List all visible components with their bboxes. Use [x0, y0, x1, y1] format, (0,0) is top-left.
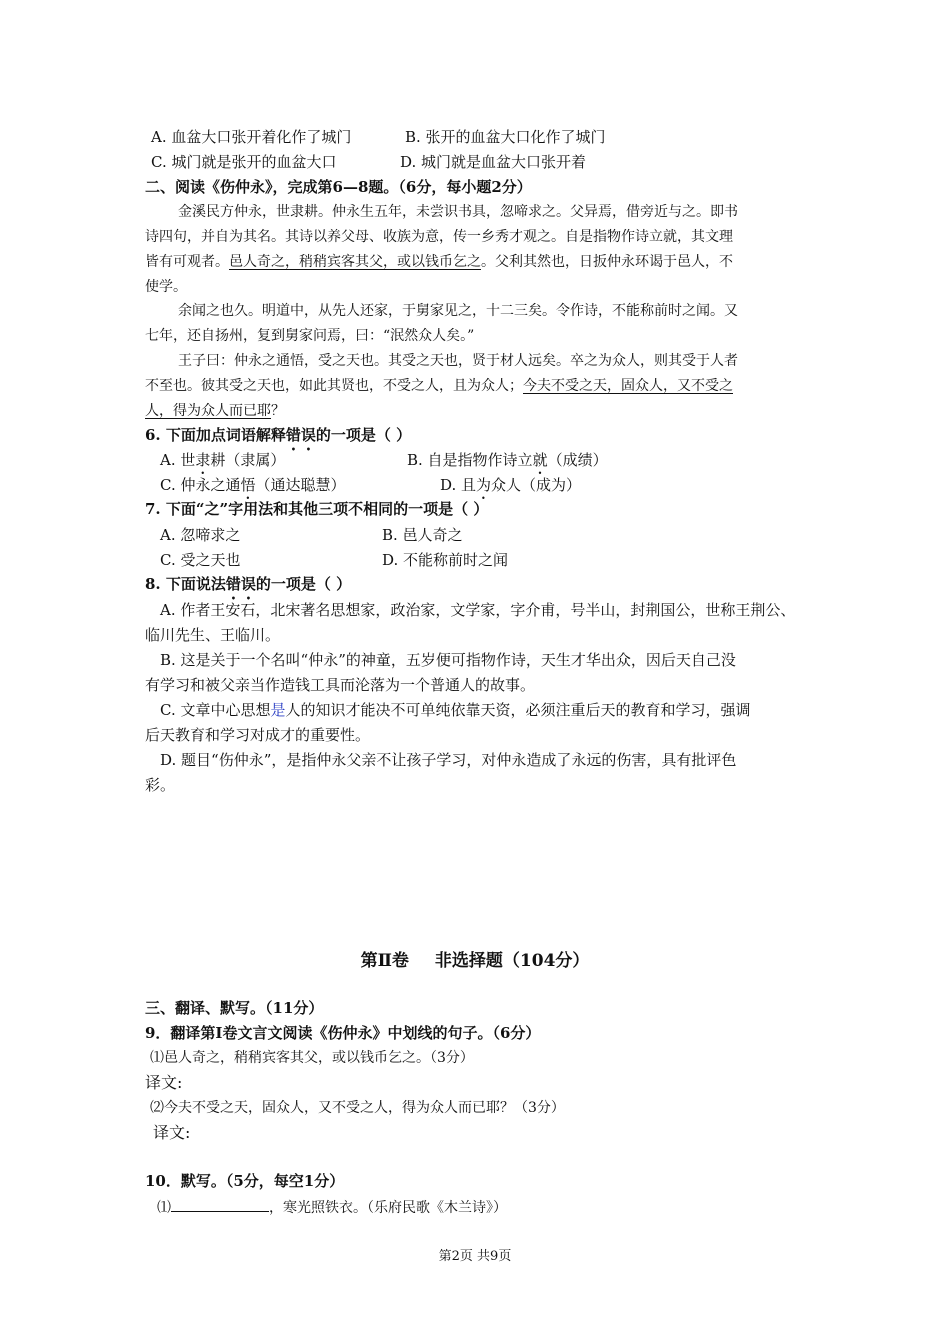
q6-c-text: （通达聪慧）: [255, 476, 346, 494]
q5-option-c: C. 城门就是张开的血盆大口: [151, 153, 337, 171]
passage-line: 七年，还自扬州，复到舅家问焉，曰：“泯然众人矣。”: [145, 328, 475, 344]
q7-stem: 7. 下面“之”字用法和其他三项不相同的一项是（ ）: [145, 500, 489, 518]
passage-line: 使学。: [145, 279, 187, 295]
passage-line: 余闻之也久。明道中，从先人还家，于舅家见之，十二三矣。令作诗，不能称前时之闻。又: [178, 303, 738, 319]
passage-text: 皆有可观者。: [145, 254, 229, 270]
section2-heading: 二、阅读《伤仲永》，完成第6—8题。（6分，每小题2分）: [145, 178, 532, 196]
answer-blank[interactable]: [171, 1196, 269, 1212]
q8-option-c-cont: 后天教育和学习对成才的重要性。: [145, 726, 371, 744]
q8-option-d-cont: 彩。: [145, 776, 176, 794]
q5-option-a: A. 血盆大口张开着化作了城门: [151, 128, 352, 146]
part2-title: [0, 946, 950, 971]
passage-line: 诗四句，并自为其名。其诗以养父母、收族为意，传一乡秀才观之。自是指物作诗立就，其文理: [145, 229, 733, 245]
q6-a-text: 耕（隶属）: [210, 451, 286, 469]
underlined-sentence-2: 今夫不受之天，固众人，又不受之: [523, 378, 733, 394]
q9-translation-label-1: 译文:: [145, 1073, 183, 1092]
q9-translation-label-2: 译文:: [153, 1123, 191, 1142]
q8-c-text: 人的知识才能决不可单纯依靠天资，必须注重后天的教育和学习，强调: [285, 701, 751, 719]
q10-line-1: [157, 1196, 507, 1219]
part2-title-left: 第Ⅱ卷: [360, 951, 409, 971]
part2-title-right: 非选择题（104分）: [434, 951, 590, 971]
q6-b-dotted: 就: [532, 451, 548, 469]
q10-stem: 10．默写。（5分，每空1分）: [145, 1172, 345, 1190]
passage-line: [145, 400, 285, 422]
q6-b-text: （成绩）: [547, 451, 608, 469]
q9-stem: 9．翻译第Ⅰ卷文言文阅读《伤仲永》中划线的句子。（6分）: [145, 1024, 541, 1042]
q10-line-1-number: ⑴: [157, 1200, 171, 1216]
page-footer: 第2页 共9页: [438, 1249, 512, 1264]
q6-stem-dotted: 错误: [285, 426, 316, 444]
q7-option-b: B. 邑人奇之: [382, 526, 463, 544]
q8-c-highlight: 是: [270, 701, 286, 719]
q5-option-b: B. 张开的血盆大口化作了城门: [405, 128, 606, 146]
q8-option-c: [160, 699, 751, 721]
q10-line-1-text: ，寒光照铁衣。（乐府民歌《木兰诗》）: [269, 1200, 507, 1216]
passage-line: [145, 375, 733, 397]
q6-c-text: C. 仲永之通: [160, 476, 241, 494]
q6-d-dotted: 为: [476, 476, 492, 494]
q8-stem-text: 的一项是（ ）: [255, 575, 352, 593]
q6-d-text: 众人（成为）: [491, 476, 582, 494]
q8-option-b-cont: 有学习和被父亲当作造钱工具而沦落为一个普通人的故事。: [145, 676, 536, 694]
q6-stem-text: 6. 下面加点词语解释: [145, 426, 286, 444]
q7-option-c: C. 受之天也: [160, 551, 241, 569]
q8-stem-dotted: 错误: [225, 575, 256, 593]
q8-option-d: D. 题目“伤仲永”，是指仲永父亲不让孩子学习，对仲永造成了永远的伤害，具有批评色: [160, 751, 737, 769]
q6-d-text: D. 且: [440, 476, 477, 494]
q8-option-a: A. 作者王安石，北宋著名思想家，政治家，文学家，字介甫，号半山，封荆国公，世称王荆公、: [160, 601, 796, 619]
q6-b-text: B. 自是指物作诗立: [407, 451, 533, 469]
passage-line: 王子曰：仲永之通悟，受之天也。其受之天也，贤于材人远矣。卒之为众人，则其受于人者: [178, 353, 738, 369]
q9-sentence-1: ⑴邑人奇之，稍稍宾客其父，或以钱币乞之。（3分）: [150, 1050, 474, 1066]
underlined-sentence-1: 邑人奇之，稍稍宾客其父，或以钱币乞之: [229, 254, 481, 270]
section3-heading: 三、翻译、默写。（11分）: [145, 999, 324, 1017]
q5-option-d: D. 城门就是血盆大口张开着: [400, 153, 587, 171]
q7-option-a: A. 忽啼求之: [160, 526, 241, 544]
q8-c-text: C. 文章中心思想: [160, 701, 271, 719]
underlined-sentence-2-end: 人，得为众人而已耶: [145, 403, 271, 419]
q6-stem-text: 的一项是（ ）: [315, 426, 412, 444]
q8-option-b: B. 这是关于一个名叫“仲永”的神童，五岁便可指物作诗，天生才华出众，因后天自己没: [160, 651, 736, 669]
passage-text: 不至也。彼其受之天也，如此其贤也，不受之人，且为众人；: [145, 378, 523, 394]
q6-c-dotted: 悟: [240, 476, 256, 494]
q7-option-d: D. 不能称前时之闻: [382, 551, 509, 569]
q6-a-text: A. 世: [160, 451, 196, 469]
q8-option-a-cont: 临川先生、王临川。: [145, 626, 281, 644]
q6-a-dotted: 隶: [195, 451, 211, 469]
q8-stem-text: 8. 下面说法: [145, 575, 226, 593]
passage-line: [145, 251, 733, 273]
passage-line: 金溪民方仲永，世隶耕。仲永生五年，未尝识书具，忽啼求之。父异焉，借旁近与之。即书: [178, 204, 738, 220]
passage-text: ？: [271, 403, 285, 419]
passage-text: 。父利其然也，日扳仲永环谒于邑人，不: [481, 254, 733, 270]
q9-sentence-2: ⑵今夫不受之天，固众人，又不受之人，得为众人而已耶？（3分）: [150, 1100, 565, 1116]
